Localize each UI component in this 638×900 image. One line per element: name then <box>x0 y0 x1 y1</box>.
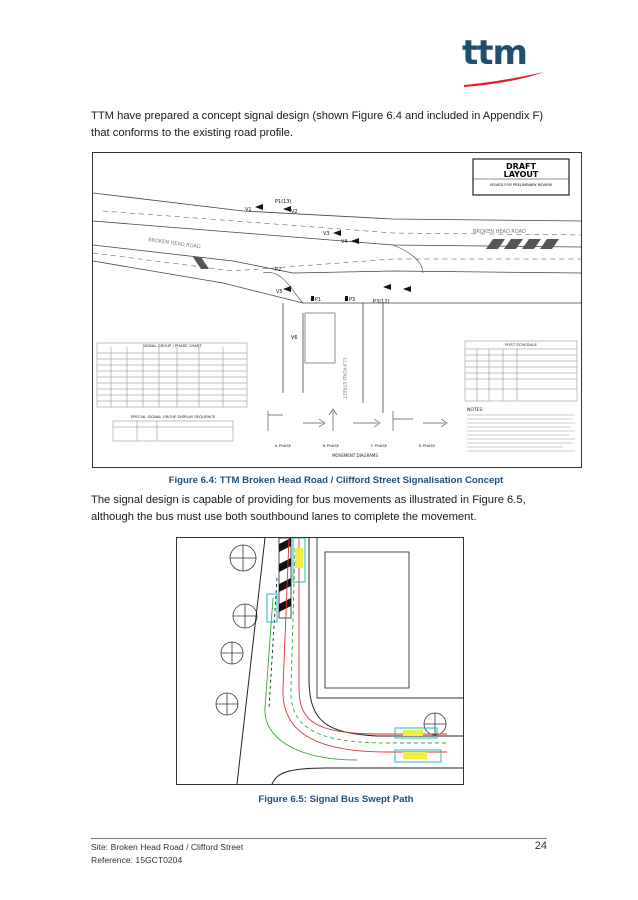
swept-path-svg <box>177 538 463 784</box>
draft-stamp <box>473 159 569 195</box>
figure-6-5-caption: Figure 6.5: Signal Bus Swept Path <box>258 794 414 805</box>
intro-paragraph: TTM have prepared a concept signal design (shown Figure 6.4 and included in Appendix F) that conforms to the existing road profile. <box>91 110 544 139</box>
signal-p3-12: P3(12) <box>373 299 390 305</box>
signal-v3: V3 <box>323 231 330 237</box>
signal-p1-13: P1(13) <box>275 199 292 205</box>
signal-design-svg <box>93 153 581 467</box>
phase-labels <box>275 443 436 448</box>
signal-design-drawing <box>92 152 582 468</box>
post-schedule-table <box>465 341 577 401</box>
signal-v6: V6 <box>291 335 298 341</box>
tree-symbols <box>216 545 446 735</box>
phase-chart-title: SIGNAL GROUP / PHASE CHART <box>142 343 202 348</box>
notes-lines <box>467 415 575 451</box>
phase-c: C PHASE <box>370 443 388 448</box>
figure-6-4-caption: Figure 6.4: TTM Broken Head Road / Clifford Street Signalisation Concept <box>168 475 504 486</box>
signal-v5: V5 <box>276 289 283 295</box>
footer-reference: Reference: 15GCT0204 <box>91 855 183 865</box>
movement-diagrams <box>268 409 447 431</box>
bus-movement-paragraph: The signal design is capable of providing for bus movements as illustrated in Figure 6.5, although the bus must use both southbound lanes to complete the movement. <box>91 494 526 523</box>
ttm-logo <box>462 33 546 90</box>
movement-title: MOVEMENT DIAGRAMS <box>332 453 378 458</box>
logo-swoosh-icon <box>462 70 546 88</box>
signal-p2: P2 <box>275 267 282 273</box>
stamp-layout: LAYOUT <box>503 170 539 179</box>
bus-outlines <box>267 538 441 762</box>
side-street <box>283 303 383 413</box>
sequence-table-title: SPECIAL SIGNAL GROUP DISPLAY SEQUENCE <box>130 414 216 419</box>
signal-v2: V2 <box>291 209 298 215</box>
road-label-left: BROKEN HEAD ROAD <box>147 237 202 251</box>
phase-d: D PHASE <box>418 443 436 448</box>
sequence-table <box>113 421 233 441</box>
page-number: 24 <box>534 840 547 852</box>
signal-p1: P1 <box>315 297 322 303</box>
post-schedule-title: POST SCHEDULE <box>505 342 537 347</box>
hatched-median <box>279 538 291 618</box>
notes-title: NOTES: <box>467 408 484 413</box>
signal-v4: V4 <box>341 239 348 245</box>
bus-swept-path-drawing <box>176 537 464 785</box>
phase-a: A PHASE <box>274 443 292 448</box>
road-label-right: BROKEN HEAD ROAD <box>473 229 526 235</box>
stamp-draft: DRAFT <box>506 162 536 171</box>
logo-wordmark: ttm <box>462 33 527 73</box>
road-edges <box>237 538 463 784</box>
signal-p3: P3 <box>349 297 356 303</box>
phase-chart-table <box>97 343 247 407</box>
stamp-note: ISSUED FOR PRELIMINARY REVIEW <box>490 183 552 187</box>
building-outlines <box>317 538 463 698</box>
swept-path-lines <box>265 538 447 760</box>
footer-site: Site: Broken Head Road / Clifford Street <box>91 842 244 852</box>
street-label: CLIFFORD STREET <box>341 358 346 399</box>
signal-v1: V1 <box>245 207 252 213</box>
signal-labels <box>245 199 390 341</box>
phase-b: B PHASE <box>322 443 340 448</box>
footer-divider <box>91 838 547 839</box>
